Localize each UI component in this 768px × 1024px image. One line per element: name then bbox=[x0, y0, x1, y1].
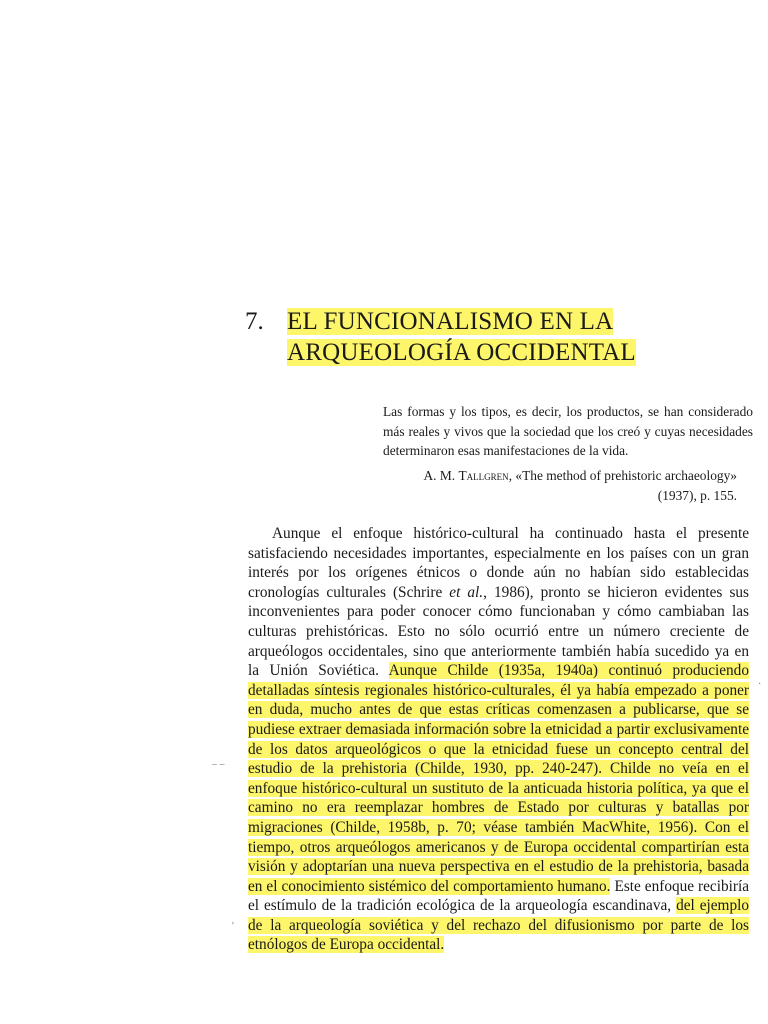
epigraph-text: Las formas y los tipos, es decir, los productos, se han considerado más reales y vivos que la sociedad que los creó y cuyas necesidades determinaron esas manifestaciones de la vida. bbox=[383, 404, 753, 458]
work-title: , «The method of prehistoric archaeology» bbox=[508, 468, 737, 483]
margin-dash-mark: – – bbox=[212, 759, 225, 770]
author-initials: A. M. bbox=[423, 468, 456, 483]
body-segment-italic: et al. bbox=[449, 583, 484, 601]
epigraph-attribution bbox=[383, 466, 737, 505]
body-highlight-1: Aunque Childe (1935a, 1940a) continuó produciendo detalladas síntesis regionales histórico-culturales, él ya había empezado a poner en duda, mucho antes de que estas críticas comenzasen a publicarse, que se pudiese extraer demasiada información sobre la etnicidad a partir exclusivamente de los datos arqueológicos o que la etnicidad fuese un concepto central del estudio de la prehistoria (Childe, 1930, pp. 240-247). Childe no veía en el enfoque histórico-cultural un sustituto de la anticuada historia política, ya que el camino no era reemplazar hombres de Estado por culturas y batallas por migraciones (Childe, 1958b, p. 70; véase también MacWhite, 1956). Con el tiempo, otros arqueólogos americanos y de Europa occidental compartirían esta visión y adoptarían una nueva perspectiva en el estudio de la prehistoria, basada en el conocimiento sistémico del comportamiento humano. bbox=[248, 662, 749, 895]
body-segment-1: Aunque el enfoque histórico-cultural ha continuado hasta el presente satisfaciendo necesidades importantes, especialmente en los países con un gran interés por los orígenes étnicos o donde aún no habían sido establecidas cronologías culturales (Schrire bbox=[248, 525, 749, 601]
chapter-title-text-2: ARQUEOLOGÍA OCCIDENTAL bbox=[287, 339, 636, 366]
author-surname: Tallgren bbox=[458, 468, 509, 483]
margin-tick-mark: ' bbox=[232, 921, 234, 932]
body-highlight-2: del ejemplo de la arqueología soviética y del rechazo del difusionismo por parte de los etnólogos de Europa occidental. bbox=[248, 897, 749, 954]
body-paragraph bbox=[248, 524, 749, 955]
body-segment-3: Este enfoque recibiría el estímulo de la tradición ecológica de la arqueología escandinava, bbox=[248, 877, 749, 915]
chapter-title-text-1: EL FUNCIONALISMO EN LA bbox=[287, 308, 614, 335]
chapter-title-line-2 bbox=[287, 337, 636, 369]
epigraph bbox=[383, 402, 753, 461]
chapter-title-line-1 bbox=[287, 306, 613, 338]
attribution-citation: (1937), p. 155. bbox=[657, 487, 737, 503]
chapter-number: 7. bbox=[245, 308, 264, 335]
attribution-line-1 bbox=[383, 466, 737, 486]
body-segment-2: , 1986), pronto se hicieron evidentes sus inconvenientes para poder conocer cómo funcionaban y cómo cambiaban las culturas prehistóricas. Esto no sólo ocurrió entre un número creciente de arqueólogos occidentales, sino que anteriormente también había sucedido ya en la Unión Soviética. bbox=[248, 583, 749, 680]
margin-dot-mark: · bbox=[758, 679, 762, 690]
